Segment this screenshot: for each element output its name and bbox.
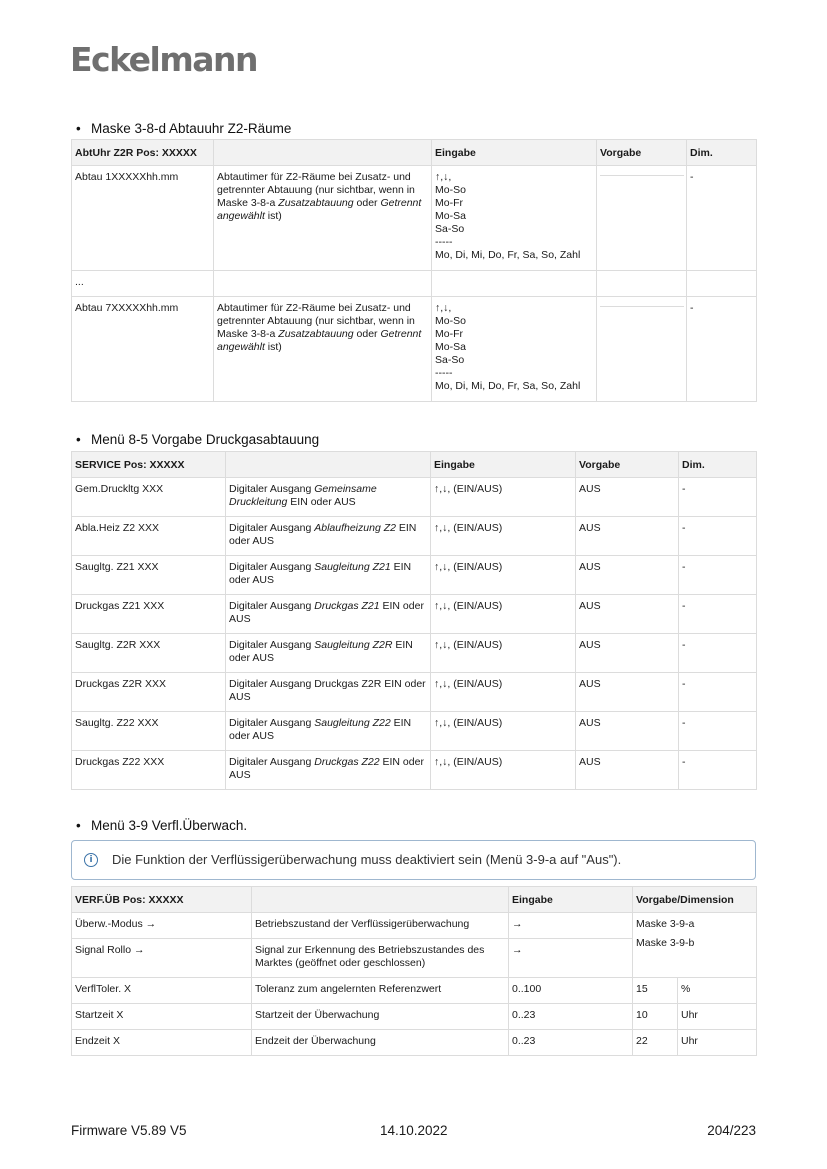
param-input: → xyxy=(509,939,633,978)
param-default: AUS xyxy=(576,712,679,751)
section-title-abtauuhr: • Maske 3-8-d Abtauuhr Z2-Räume xyxy=(76,121,292,136)
table-row xyxy=(72,1004,757,1030)
section-title-text: Maske 3-8-d Abtauuhr Z2-Räume xyxy=(91,121,292,136)
param-input: ↑,↓, (EIN/AUS) xyxy=(431,751,576,790)
param-default: AUS xyxy=(576,478,679,517)
table-row xyxy=(72,478,757,517)
footer-date: 14.10.2022 xyxy=(380,1123,448,1138)
table-row xyxy=(72,271,757,297)
param-default: AUS xyxy=(576,517,679,556)
header-cell xyxy=(226,452,431,478)
table-header-row xyxy=(72,452,757,478)
table-row xyxy=(72,556,757,595)
param-input: ↑,↓, (EIN/AUS) xyxy=(431,517,576,556)
table-abtauuhr xyxy=(71,139,757,402)
param-default: 22 xyxy=(633,1030,678,1056)
param-dim xyxy=(687,271,757,297)
param-input: ↑,↓, Mo-So Mo-Fr Mo-Sa Sa-So ----- Mo, Di, Mi, Do, Fr, Sa, So, Zahl xyxy=(432,297,597,402)
param-description: Toleranz zum angelernten Referenzwert xyxy=(252,978,509,1004)
param-input: 0..23 xyxy=(509,1030,633,1056)
param-dim: % xyxy=(678,978,757,1004)
table-row xyxy=(72,166,757,271)
param-description: Endzeit der Überwachung xyxy=(252,1030,509,1056)
table-row xyxy=(72,517,757,556)
section-title-text: Menü 8-5 Vorgabe Druckgasabtauung xyxy=(91,432,320,447)
table-row xyxy=(72,978,757,1004)
param-default: AUS xyxy=(576,634,679,673)
header-cell: AbtUhr Z2R Pos: XXXXX xyxy=(72,140,214,166)
empty-default-line xyxy=(600,175,684,176)
header-cell: Vorgabe/Dimension xyxy=(633,887,757,913)
param-name: Saugltg. Z22 XXX xyxy=(72,712,226,751)
param-description: Signal zur Erkennung des Betriebszustandes des Marktes (geöffnet oder geschlossen) xyxy=(252,939,509,978)
param-dim: - xyxy=(687,297,757,402)
param-name: Abtau 1XXXXXhh.mm xyxy=(72,166,214,271)
param-default: AUS xyxy=(576,751,679,790)
footer-firmware: Firmware V5.89 V5 xyxy=(71,1123,187,1138)
param-dim: - xyxy=(679,751,757,790)
company-logo: Eckelmann xyxy=(70,40,257,79)
header-cell: Eingabe xyxy=(432,140,597,166)
param-description: Abtautimer für Z2-Räume bei Zusatz- und getrennter Abtauung (nur sichtbar, wenn in Maske 3-8-a Zusatzabtauung oder Getrennt angewählt ist) xyxy=(214,166,432,271)
param-input: ↑,↓, (EIN/AUS) xyxy=(431,595,576,634)
empty-default-line xyxy=(600,306,684,307)
param-default xyxy=(597,297,687,402)
param-default xyxy=(597,166,687,271)
param-dim: - xyxy=(679,478,757,517)
param-dim: - xyxy=(679,712,757,751)
info-text: Die Funktion der Verflüssigerüberwachung muss deaktiviert sein (Menü 3-9-a auf "Aus"). xyxy=(112,852,622,867)
param-description: Digitaler Ausgang Druckgas Z22 EIN oder AUS xyxy=(226,751,431,790)
param-description: Digitaler Ausgang Druckgas Z2R EIN oder AUS xyxy=(226,673,431,712)
param-input: → xyxy=(509,913,633,939)
param-dim: - xyxy=(679,556,757,595)
param-name: Gem.Druckltg XXX xyxy=(72,478,226,517)
param-default: AUS xyxy=(576,595,679,634)
param-dim: - xyxy=(679,517,757,556)
table-row xyxy=(72,673,757,712)
info-box xyxy=(71,840,756,880)
table-row xyxy=(72,913,757,939)
header-cell: Dim. xyxy=(679,452,757,478)
param-input: ↑,↓, Mo-So Mo-Fr Mo-Sa Sa-So ----- Mo, Di, Mi, Do, Fr, Sa, So, Zahl xyxy=(432,166,597,271)
table-druckgas xyxy=(71,451,757,790)
param-input: ↑,↓, (EIN/AUS) xyxy=(431,673,576,712)
param-default xyxy=(597,271,687,297)
param-input: ↑,↓, (EIN/AUS) xyxy=(431,556,576,595)
param-input: ↑,↓, (EIN/AUS) xyxy=(431,478,576,517)
param-dim: - xyxy=(687,166,757,271)
param-default: 10 xyxy=(633,1004,678,1030)
param-input: ↑,↓, (EIN/AUS) xyxy=(431,712,576,751)
param-description: Abtautimer für Z2-Räume bei Zusatz- und getrennter Abtauung (nur sichtbar, wenn in Maske 3-8-a Zusatzabtauung oder Getrennt angewählt ist) xyxy=(214,297,432,402)
header-cell: Eingabe xyxy=(509,887,633,913)
param-dim: - xyxy=(679,673,757,712)
table-header-row xyxy=(72,887,757,913)
param-description: Digitaler Ausgang Saugleitung Z22 EIN oder AUS xyxy=(226,712,431,751)
param-name: Überw.-Modus → xyxy=(72,913,252,939)
param-dim: - xyxy=(679,634,757,673)
param-name: VerflToler. X xyxy=(72,978,252,1004)
param-input: ↑,↓, (EIN/AUS) xyxy=(431,634,576,673)
table-row xyxy=(72,712,757,751)
param-input: 0..23 xyxy=(509,1004,633,1030)
param-description: Startzeit der Überwachung xyxy=(252,1004,509,1030)
param-description xyxy=(214,271,432,297)
header-cell xyxy=(252,887,509,913)
table-row xyxy=(72,297,757,402)
table-row xyxy=(72,634,757,673)
table-row xyxy=(72,1030,757,1056)
param-name: Druckgas Z2R XXX xyxy=(72,673,226,712)
param-input: 0..100 xyxy=(509,978,633,1004)
param-default: AUS xyxy=(576,673,679,712)
header-cell: VERF.ÜB Pos: XXXXX xyxy=(72,887,252,913)
param-default: 15 xyxy=(633,978,678,1004)
param-description: Digitaler Ausgang Ablaufheizung Z2 EIN oder AUS xyxy=(226,517,431,556)
param-input xyxy=(432,271,597,297)
section-title-druckgas: • Menü 8-5 Vorgabe Druckgasabtauung xyxy=(76,432,320,447)
info-icon: i xyxy=(84,853,98,867)
table-verfl xyxy=(71,886,757,1056)
header-cell: SERVICE Pos: XXXXX xyxy=(72,452,226,478)
param-name: Abtau 7XXXXXhh.mm xyxy=(72,297,214,402)
param-dim: Uhr xyxy=(678,1004,757,1030)
header-cell: Eingabe xyxy=(431,452,576,478)
param-name: Druckgas Z22 XXX xyxy=(72,751,226,790)
param-name: Signal Rollo → xyxy=(72,939,252,978)
param-dim: - xyxy=(679,595,757,634)
param-description: Digitaler Ausgang Druckgas Z21 EIN oder AUS xyxy=(226,595,431,634)
section-title-verfl: • Menü 3-9 Verfl.Überwach. xyxy=(76,818,248,833)
section-title-text: Menü 3-9 Verfl.Überwach. xyxy=(91,818,248,833)
table-header-row xyxy=(72,140,757,166)
param-default: Maske 3-9-a Maske 3-9-b xyxy=(633,913,757,978)
footer-page-number: 204/223 xyxy=(707,1123,756,1138)
table-row xyxy=(72,751,757,790)
param-name: ... xyxy=(72,271,214,297)
header-cell: Vorgabe xyxy=(597,140,687,166)
param-description: Betriebszustand der Verflüssigerüberwachung xyxy=(252,913,509,939)
header-cell: Vorgabe xyxy=(576,452,679,478)
param-description: Digitaler Ausgang Saugleitung Z2R EIN oder AUS xyxy=(226,634,431,673)
param-name: Startzeit X xyxy=(72,1004,252,1030)
param-description: Digitaler Ausgang Saugleitung Z21 EIN oder AUS xyxy=(226,556,431,595)
param-name: Endzeit X xyxy=(72,1030,252,1056)
param-name: Saugltg. Z2R XXX xyxy=(72,634,226,673)
table-row xyxy=(72,595,757,634)
header-cell xyxy=(214,140,432,166)
param-name: Druckgas Z21 XXX xyxy=(72,595,226,634)
param-default: AUS xyxy=(576,556,679,595)
param-description: Digitaler Ausgang Gemeinsame Druckleitung EIN oder AUS xyxy=(226,478,431,517)
param-dim: Uhr xyxy=(678,1030,757,1056)
param-name: Abla.Heiz Z2 XXX xyxy=(72,517,226,556)
header-cell: Dim. xyxy=(687,140,757,166)
param-name: Saugltg. Z21 XXX xyxy=(72,556,226,595)
